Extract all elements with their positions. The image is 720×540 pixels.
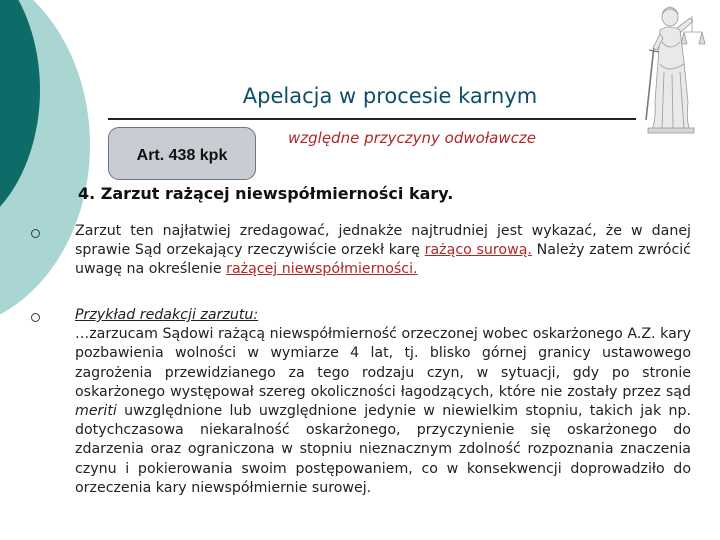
meriti-italic: meriti [75, 403, 117, 420]
bullet-circle-icon [31, 313, 40, 322]
paragraph-1-text-b: Należy zatem zwrócić uwagę na określenie [75, 242, 691, 278]
highlight-razaco-surowa: rażąco surową. [424, 242, 532, 259]
lady-justice-statue-icon [640, 2, 708, 134]
highlight-razacej-niewspolmiernosci: rażącej niewspółmierności. [226, 261, 418, 278]
paragraph-2-text-a: …zarzucam Sądowi rażącą niewspółmierność orzeczonej wobec oskarżonego A.Z. kary pozbawienia wolności w wymiarze 4 lat, tj. blisko górnej granicy ustawowego zagrożenia przewidzianego za tego rodzaju czyn, w sytuacji, gdy po stronie oskarżonego występował szereg okoliczności łagodzących, które nie zostały przez sąd [75, 326, 691, 400]
paragraph-1 [75, 222, 691, 280]
paragraph-2 [75, 306, 691, 498]
page-title: Apelacja w procesie karnym [242, 84, 538, 108]
section-heading: 4. Zarzut rażącej niewspółmierności kary. [78, 184, 454, 203]
example-label: Przykład redakcji zarzutu: [75, 307, 259, 323]
title-divider [108, 118, 636, 120]
bullet-circle-icon [31, 229, 40, 238]
subtitle: względne przyczyny odwoławcze [288, 129, 536, 147]
article-box: Art. 438 kpk [108, 127, 256, 180]
paragraph-1-text-a: Zarzut ten najłatwiej zredagować, jednakże najtrudniej jest wykazać, że w danej sprawie Sąd orzekający rzeczywiście orzekł karę [75, 223, 691, 259]
paragraph-2-text-b: uwzględnione lub uwzględnione jedynie w niewielkim stopniu, takich jak np. dotychczasowa niekaralność oskarżonego, przyczynienie się oskarżonego do zdarzenia oraz ograniczona w stopniu nieznacznym zdolność rozpoznania znaczenia czynu i pokierowania swoim postępowaniem, co w konsekwencji doprowadziło do orzeczenia kary niewspółmiernie surowej. [75, 403, 691, 496]
